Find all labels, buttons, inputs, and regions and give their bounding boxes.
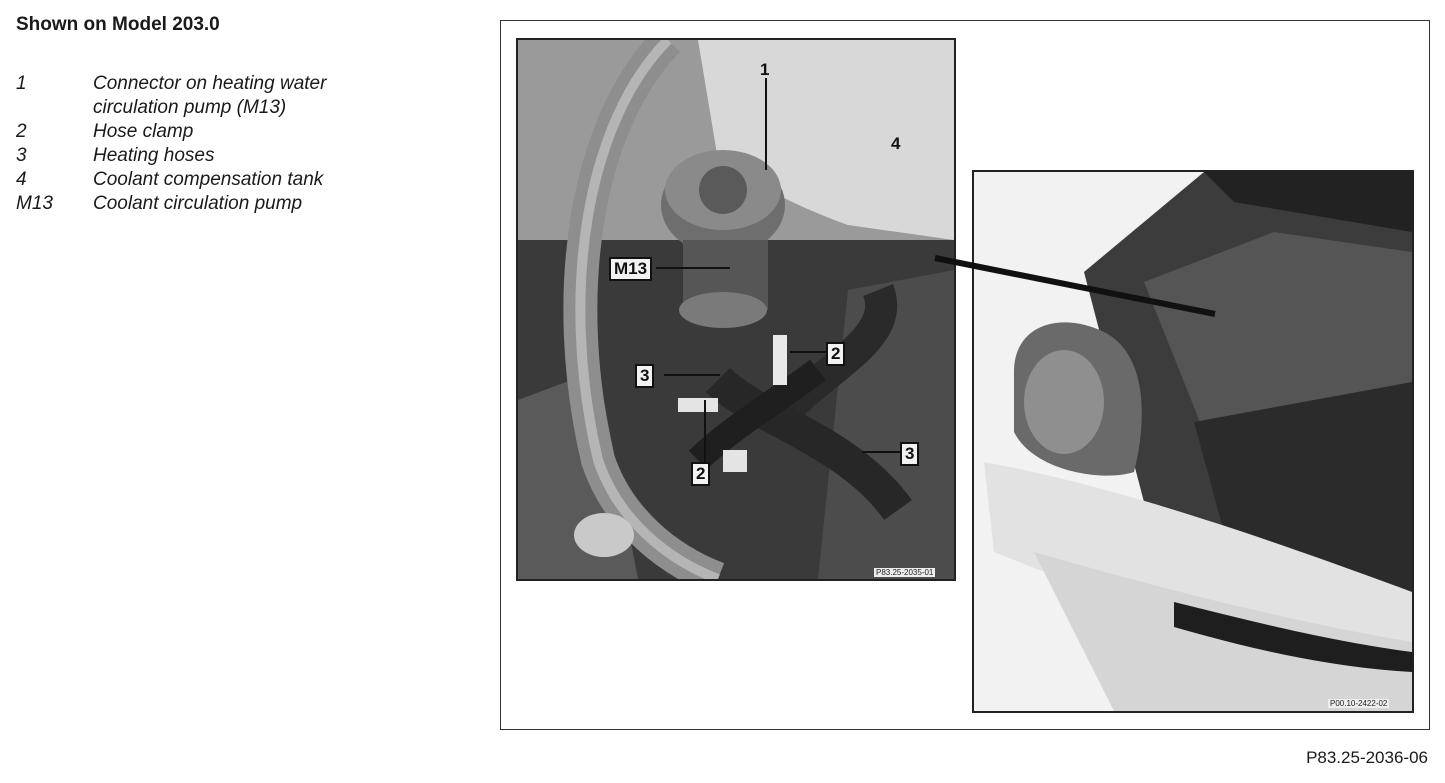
photo-code-right: P00.10-2422-02 [1330, 699, 1388, 708]
legend-num: 2 [16, 121, 27, 142]
legend-text: Hose clamp [93, 121, 194, 142]
callout-2-lower: 2 [691, 462, 710, 486]
callout-2-upper: 2 [826, 342, 845, 366]
legend-item-4 [16, 168, 393, 192]
legend-num: 1 [16, 73, 27, 94]
legend-item-2 [16, 120, 393, 144]
legend-item-m13 [16, 192, 393, 216]
figure-id: P83.25-2036-06 [1306, 748, 1428, 767]
legend-text: Coolant compensation tank [93, 169, 324, 190]
callout-4: 4 [891, 134, 901, 153]
page-heading: Shown on Model 203.0 [16, 14, 220, 35]
callout-3-right: 3 [900, 442, 919, 466]
legend-text: Coolant circulation pump [93, 193, 303, 214]
legend-text: Connector on heating water circulation pump (M13) [93, 73, 327, 118]
legend-num: M13 [16, 193, 53, 214]
callout-1: 1 [760, 60, 770, 79]
photo-code-left: P83.25-2035-01 [876, 568, 934, 577]
legend-num: 4 [16, 169, 27, 190]
pump-closeup-photo [516, 38, 956, 581]
legend-item-1 [16, 72, 393, 120]
legend-item-3 [16, 144, 393, 168]
legend-num: 3 [16, 145, 27, 166]
legend [16, 72, 393, 216]
vehicle-overview-photo [972, 170, 1414, 713]
callout-m13: M13 [609, 257, 652, 281]
callout-3-left: 3 [635, 364, 654, 388]
legend-text: Heating hoses [93, 145, 215, 166]
